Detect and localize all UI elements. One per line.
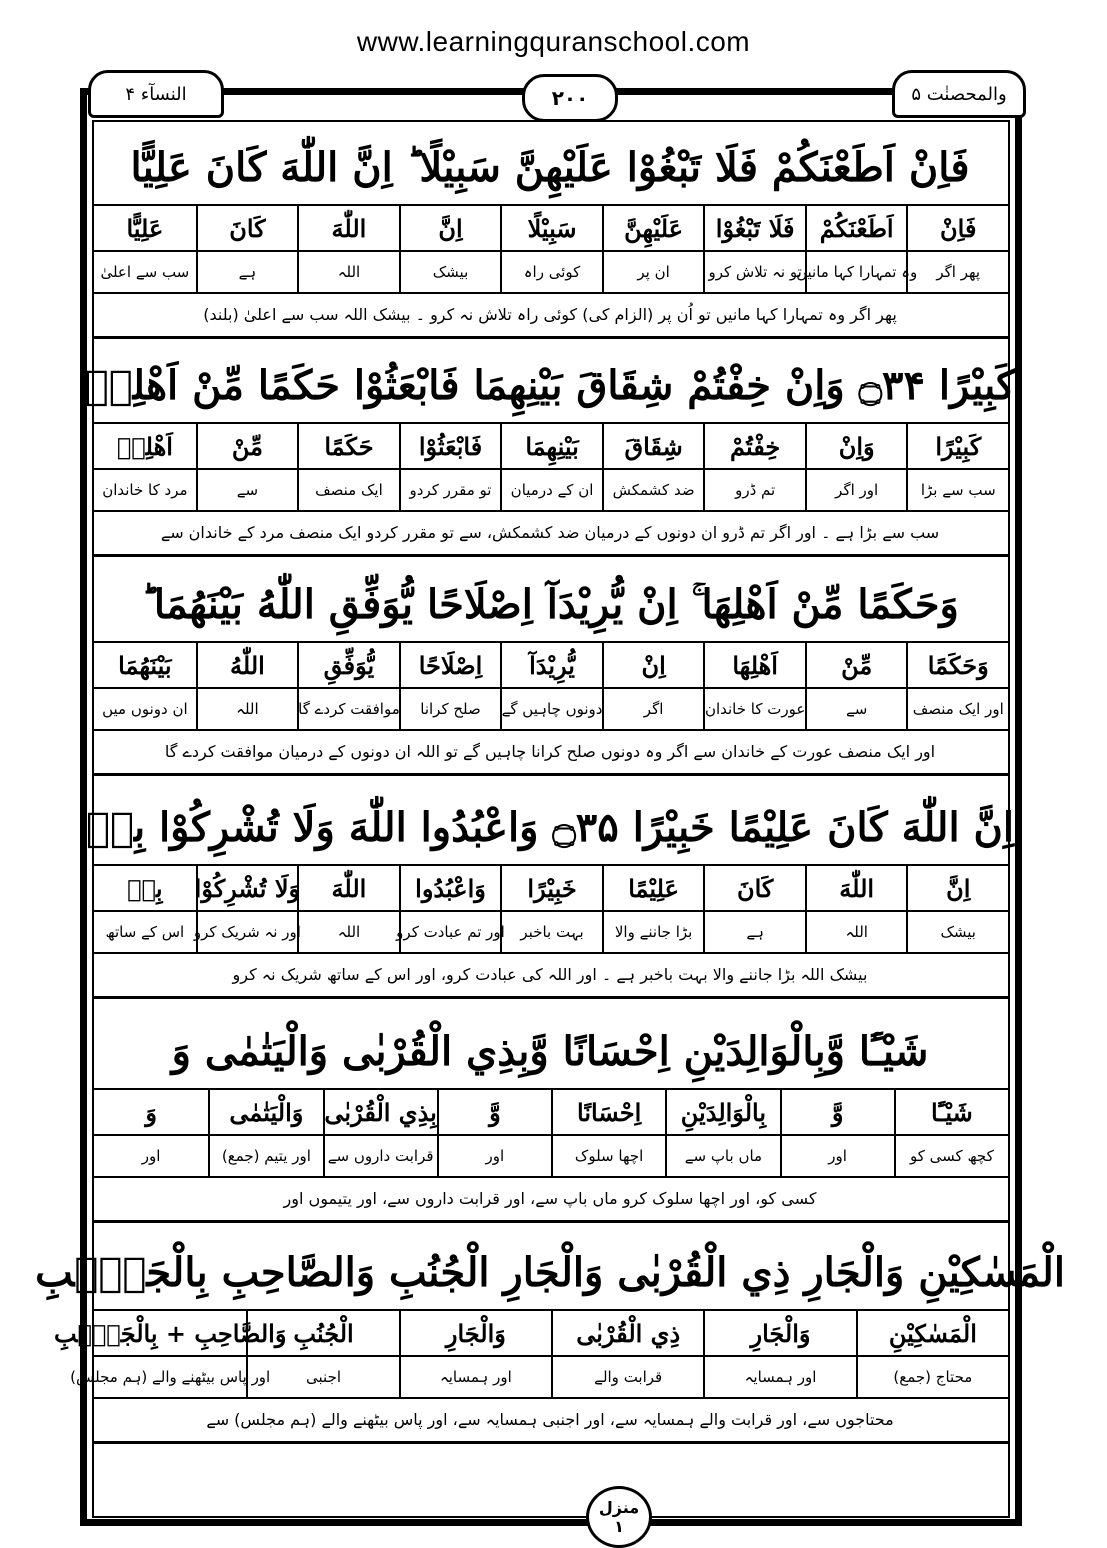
word-cell: فَلَا تَبْغُوْا: [703, 206, 805, 250]
word-cell: خَبِيْرًا: [500, 866, 602, 910]
meaning-cell: کچھ کسی کو: [894, 1136, 1008, 1176]
word-cell: اللّٰهَ: [297, 206, 399, 250]
meaning-cell: پھر اگر: [906, 252, 1008, 292]
word-row: [94, 643, 1008, 687]
meaning-cell: تو نہ تلاش کرو: [703, 252, 805, 292]
meaning-cell: محتاج (جمع): [856, 1357, 1008, 1397]
meaning-cell: موافقت کردے گا: [297, 689, 399, 729]
word-cell: اَهْلِهَا: [703, 643, 805, 687]
word-cell: وَالْجَارِ: [399, 1311, 551, 1355]
word-cell: فَاِنْ: [906, 206, 1008, 250]
urdu-translation-line: کسی کو، اور اچھا سلوک کرو ماں باپ سے، اور قرابت داروں سے، اور یتیموں اور: [283, 1188, 817, 1208]
meaning-cell: دونوں چاہیں گے: [500, 689, 602, 729]
word-cell: اللّٰهُ: [196, 643, 298, 687]
word-cell: بَيْنَهُمَا: [118, 650, 172, 680]
word-cell: اَطَعْنَكُمْ: [805, 206, 907, 250]
meaning-cell: ہے: [196, 252, 298, 292]
word-cell: بِهٖ: [127, 873, 163, 903]
meaning-cell: اللہ: [297, 252, 399, 292]
meaning-cell: قرابت والے: [551, 1357, 703, 1397]
meaning-cell: مرد کا خاندان: [102, 481, 188, 499]
word-cell: اِصْلَاحًا: [399, 643, 501, 687]
meaning-cell: بہت باخبر: [500, 912, 602, 952]
word-cell: وَالصَّاحِبِ + بِالْجَنْۢبِ: [53, 1318, 287, 1348]
word-cell: اِحْسَانًا: [551, 1090, 665, 1134]
meaning-cell: بڑا جاننے والا: [602, 912, 704, 952]
word-cell: فَابْعَثُوْا: [399, 424, 501, 468]
word-cell: وَالْجَارِ: [703, 1311, 855, 1355]
word-cell: اِنَّ: [399, 206, 501, 250]
meaning-cell: سے: [196, 470, 298, 510]
meaning-cell: اور: [780, 1136, 894, 1176]
word-cell: وَحَكَمًا: [906, 643, 1008, 687]
word-row: [94, 1090, 1008, 1134]
word-cell: وَاِنْ: [805, 424, 907, 468]
word-cell: وَاعْبُدُوا: [399, 866, 501, 910]
meaning-cell: بیشک: [906, 912, 1008, 952]
meaning-cell: بیشک: [399, 252, 501, 292]
word-cell: كَبِيْرًا: [906, 424, 1008, 468]
manzil-label: منزل: [598, 1498, 640, 1517]
meaning-cell: اور: [437, 1136, 551, 1176]
word-row: [94, 866, 1008, 910]
meaning-cell: اجنبی: [246, 1357, 398, 1397]
meaning-cell: وہ تمہارا کہا مانیں: [805, 252, 907, 292]
urdu-translation-line: سب سے بڑا ہے ۔ اور اگر تم ڈرو ان دونوں کے درمیان ضد کشمکش، سے تو مقرر کردو ایک منصف مرد کے خاندان سے: [160, 522, 940, 542]
word-cell: مِّنْ: [805, 643, 907, 687]
meaning-cell: اور نہ شریک کرو: [196, 912, 298, 952]
word-cell: اِنَّ: [906, 866, 1008, 910]
meaning-row: [94, 912, 1008, 952]
word-cell: يُّوَفِّقِ: [297, 643, 399, 687]
meaning-cell: عورت کا خاندان: [703, 689, 805, 729]
meaning-cell: اور پاس بیٹھنے والے (ہم مجلس): [70, 1368, 271, 1386]
juz-name-label: والمحصنٰت ۵: [892, 70, 1026, 118]
meaning-cell: اور یتیم (جمع): [208, 1136, 322, 1176]
word-cell: اللّٰهَ: [297, 866, 399, 910]
word-cell: وَلَا تُشْرِكُوْا: [196, 866, 298, 910]
block-separator: [92, 554, 1010, 557]
word-cell: شِقَاقَ: [602, 424, 704, 468]
word-cell: شَيْـًٔا: [894, 1090, 1008, 1134]
meaning-cell: سب سے بڑا: [906, 470, 1008, 510]
word-cell: وَ: [145, 1097, 157, 1127]
meaning-cell: ہے: [703, 912, 805, 952]
arabic-verse-line: فَاِنْ اَطَعْنَكُمْ فَلَا تَبْغُوْا عَلَيْهِنَّ سَبِيْلًا ؕ اِنَّ اللّٰهَ كَانَ عَلِيًّا: [130, 143, 970, 191]
meaning-cell: ضد کشمکش: [602, 470, 704, 510]
word-cell: بِالْوَالِدَيْنِ: [665, 1090, 779, 1134]
meaning-cell: اور تم عبادت کرو: [399, 912, 501, 952]
word-cell: وَالْيَتٰمٰى: [208, 1090, 322, 1134]
word-cell: عَلِيْمًا: [602, 866, 704, 910]
word-row: [94, 206, 1008, 250]
meaning-cell: اللہ: [196, 689, 298, 729]
meaning-cell: اللہ: [297, 912, 399, 952]
meaning-cell: ان پر: [602, 252, 704, 292]
meaning-cell: کوئی راہ: [500, 252, 602, 292]
meaning-cell: تم ڈرو: [703, 470, 805, 510]
meaning-row: [94, 689, 1008, 729]
arabic-verse-line: وَحَكَمًا مِّنْ اَهْلِهَا ۚ اِنْ يُّرِيْدَآ اِصْلَاحًا يُّوَفِّقِ اللّٰهُ بَيْنَهُمَا ؕ: [141, 580, 959, 628]
block-separator: [92, 773, 1010, 776]
meaning-row: [94, 1136, 1008, 1176]
arabic-verse-line: شَيْـًٔا وَّبِالْوَالِدَيْنِ اِحْسَانًا وَّبِذِي الْقُرْبٰى وَالْيَتٰمٰى وَ: [171, 1027, 929, 1075]
word-cell: اَهْلِهٖ: [116, 431, 173, 461]
manzil-number: ۱: [614, 1517, 624, 1536]
meaning-cell: ماں باپ سے: [665, 1136, 779, 1176]
site-url: www.learningquranschool.com: [356, 26, 751, 57]
meaning-cell: ان کے درمیان: [500, 470, 602, 510]
word-cell: ذِي الْقُرْبٰى: [551, 1311, 703, 1355]
word-cell: الْجُنُبِ: [246, 1311, 398, 1355]
page-number: ۲۰۰: [522, 74, 618, 122]
word-cell: يُّرِيْدَآ: [500, 643, 602, 687]
word-cell: وَّ: [437, 1090, 551, 1134]
word-cell: كَانَ: [703, 866, 805, 910]
meaning-cell: ان دونوں میں: [102, 700, 188, 718]
meaning-cell: اور ہمسایہ: [703, 1357, 855, 1397]
urdu-translation-line: محتاجوں سے، اور قرابت والے ہمسایہ سے، اور اجنبی ہمسایہ سے، اور پاس بیٹھنے والے (ہم مجلس) سے: [206, 1409, 894, 1429]
meaning-cell: اس کے ساتھ: [105, 923, 185, 941]
word-cell: اِنْ: [602, 643, 704, 687]
meaning-cell: تو مقرر کردو: [399, 470, 501, 510]
word-cell: كَانَ: [196, 206, 298, 250]
meaning-row: [94, 252, 1008, 292]
surah-name-label: النسآء ۴: [88, 70, 224, 118]
word-cell: عَلِيًّا: [126, 213, 164, 243]
manzil-badge: [586, 1486, 652, 1548]
meaning-row: [70, 1357, 1008, 1397]
word-cell: اللّٰهَ: [805, 866, 907, 910]
block-separator: [92, 996, 1010, 999]
word-cell: حَكَمًا: [297, 424, 399, 468]
word-cell: عَلَيْهِنَّ: [602, 206, 704, 250]
urdu-translation-line: پھر اگر وہ تمہارا کہا مانیں تو اُن پر (الزام کی) کوئی راہ تلاش نہ کرو ۔ بیشک اللہ سب سے اعلیٰ (بلند): [203, 304, 897, 324]
arabic-verse-line: اِنَّ اللّٰهَ كَانَ عَلِيْمًا خَبِيْرًا ۝۳۵ وَاعْبُدُوا اللّٰهَ وَلَا تُشْرِكُوْا بِهٖ: [85, 803, 1015, 851]
urdu-translation-line: بیشک اللہ بڑا جاننے والا بہت باخبر ہے ۔ اور اللہ کی عبادت کرو، اور اس کے ساتھ شریک نہ کرو: [232, 964, 868, 984]
meaning-cell: اگر: [602, 689, 704, 729]
word-cell: وَّ: [780, 1090, 894, 1134]
word-row: [94, 424, 1008, 468]
word-row: [53, 1311, 1008, 1355]
meaning-cell: اللہ: [805, 912, 907, 952]
meaning-cell: اور: [141, 1147, 161, 1165]
meaning-cell: اور ہمسایہ: [399, 1357, 551, 1397]
meaning-cell: ایک منصف: [297, 470, 399, 510]
block-separator: [92, 336, 1010, 339]
meaning-cell: سب سے اعلیٰ: [100, 263, 190, 281]
meaning-cell: سے: [805, 689, 907, 729]
arabic-verse-line: الْمَسٰكِيْنِ وَالْجَارِ ذِي الْقُرْبٰى وَالْجَارِ الْجُنُبِ وَالصَّاحِبِ بِالْجَنْۢبِ: [35, 1248, 1065, 1296]
block-separator: [92, 1220, 1010, 1223]
word-cell: مِّنْ: [196, 424, 298, 468]
word-cell: الْمَسٰكِيْنِ: [856, 1311, 1008, 1355]
meaning-row: [94, 470, 1008, 510]
meaning-cell: اچھا سلوک: [551, 1136, 665, 1176]
word-cell: خِفْتُمْ: [703, 424, 805, 468]
block-separator: [92, 1441, 1010, 1444]
word-cell: بِذِي الْقُرْبٰى: [323, 1090, 437, 1134]
meaning-cell: اور ایک منصف: [906, 689, 1008, 729]
word-cell: سَبِيْلًا: [500, 206, 602, 250]
meaning-cell: قرابت داروں سے: [323, 1136, 437, 1176]
arabic-verse-line: كَبِيْرًا ۝۳۴ وَاِنْ خِفْتُمْ شِقَاقَ بَيْنِهِمَا فَابْعَثُوْا حَكَمًا مِّنْ اَهْلِهٖ: [84, 361, 1016, 409]
meaning-cell: اور اگر: [805, 470, 907, 510]
urdu-translation-line: اور ایک منصف عورت کے خاندان سے اگر وہ دونوں صلح کرانا چاہیں گے تو اللہ ان دونوں کے درمیان موافقت کردے گا: [164, 741, 936, 761]
word-cell: بَيْنِهِمَا: [500, 424, 602, 468]
meaning-cell: صلح کرانا: [399, 689, 501, 729]
